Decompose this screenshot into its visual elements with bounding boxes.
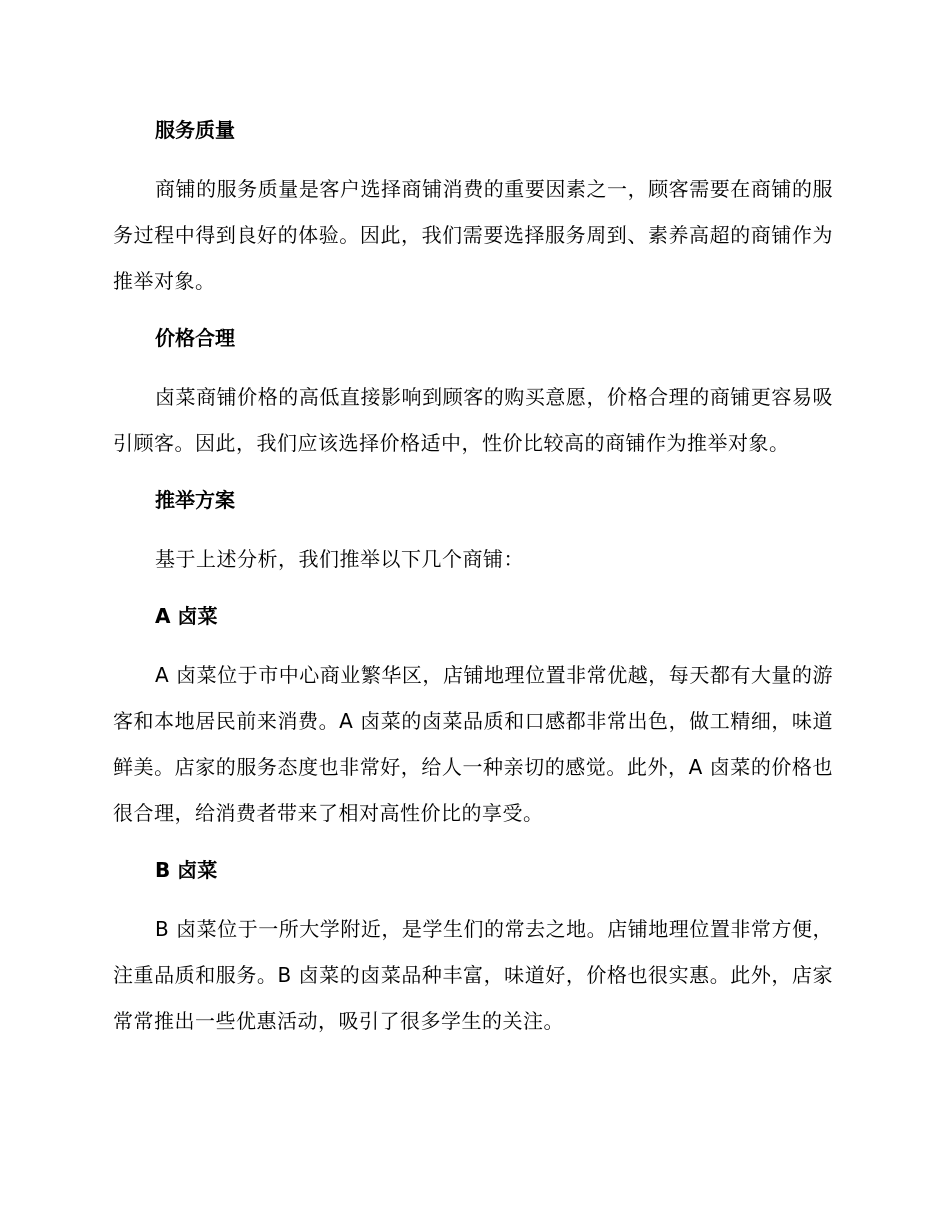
section-body-service-quality: 商铺的服务质量是客户选择商铺消费的重要因素之一，顾客需要在商铺的服务过程中得到良好的体验。因此，我们需要选择服务周到、素养高超的商铺作为推举对象。 — [113, 177, 833, 293]
section-body-recommendation-plan: 基于上述分析，我们推举以下几个商铺： — [155, 547, 524, 571]
section-body-shop-a: A 卤菜位于市中心商业繁华区，店铺地理位置非常优越，每天都有大量的游客和本地居民前来消费。A 卤菜的卤菜品质和口感都非常出色，做工精细，味道鲜美。店家的服务态度也非常好，给人一种亲切的感觉。此外，A 卤菜的价格也很合理，给消费者带来了相对高性价比的享受。 — [113, 663, 833, 825]
section-body-shop-b: B 卤菜位于一所大学附近，是学生们的常去之地。店铺地理位置非常方便，注重品质和服务。B 卤菜的卤菜品种丰富，味道好，价格也很实惠。此外，店家常常推出一些优惠活动，吸引了很多学生的关注。 — [113, 917, 833, 1033]
section-heading-service-quality: 服务质量 — [155, 118, 235, 142]
section-heading-recommendation-plan: 推举方案 — [155, 488, 235, 512]
section-heading-shop-a: A 卤菜 — [155, 604, 218, 628]
document-page — [113, 108, 833, 1044]
section-heading-shop-b: B 卤菜 — [155, 858, 218, 882]
section-body-reasonable-price: 卤菜商铺价格的高低直接影响到顾客的购买意愿，价格合理的商铺更容易吸引顾客。因此，我们应该选择价格适中，性价比较高的商铺作为推举对象。 — [113, 385, 833, 455]
section-heading-reasonable-price: 价格合理 — [155, 326, 235, 350]
